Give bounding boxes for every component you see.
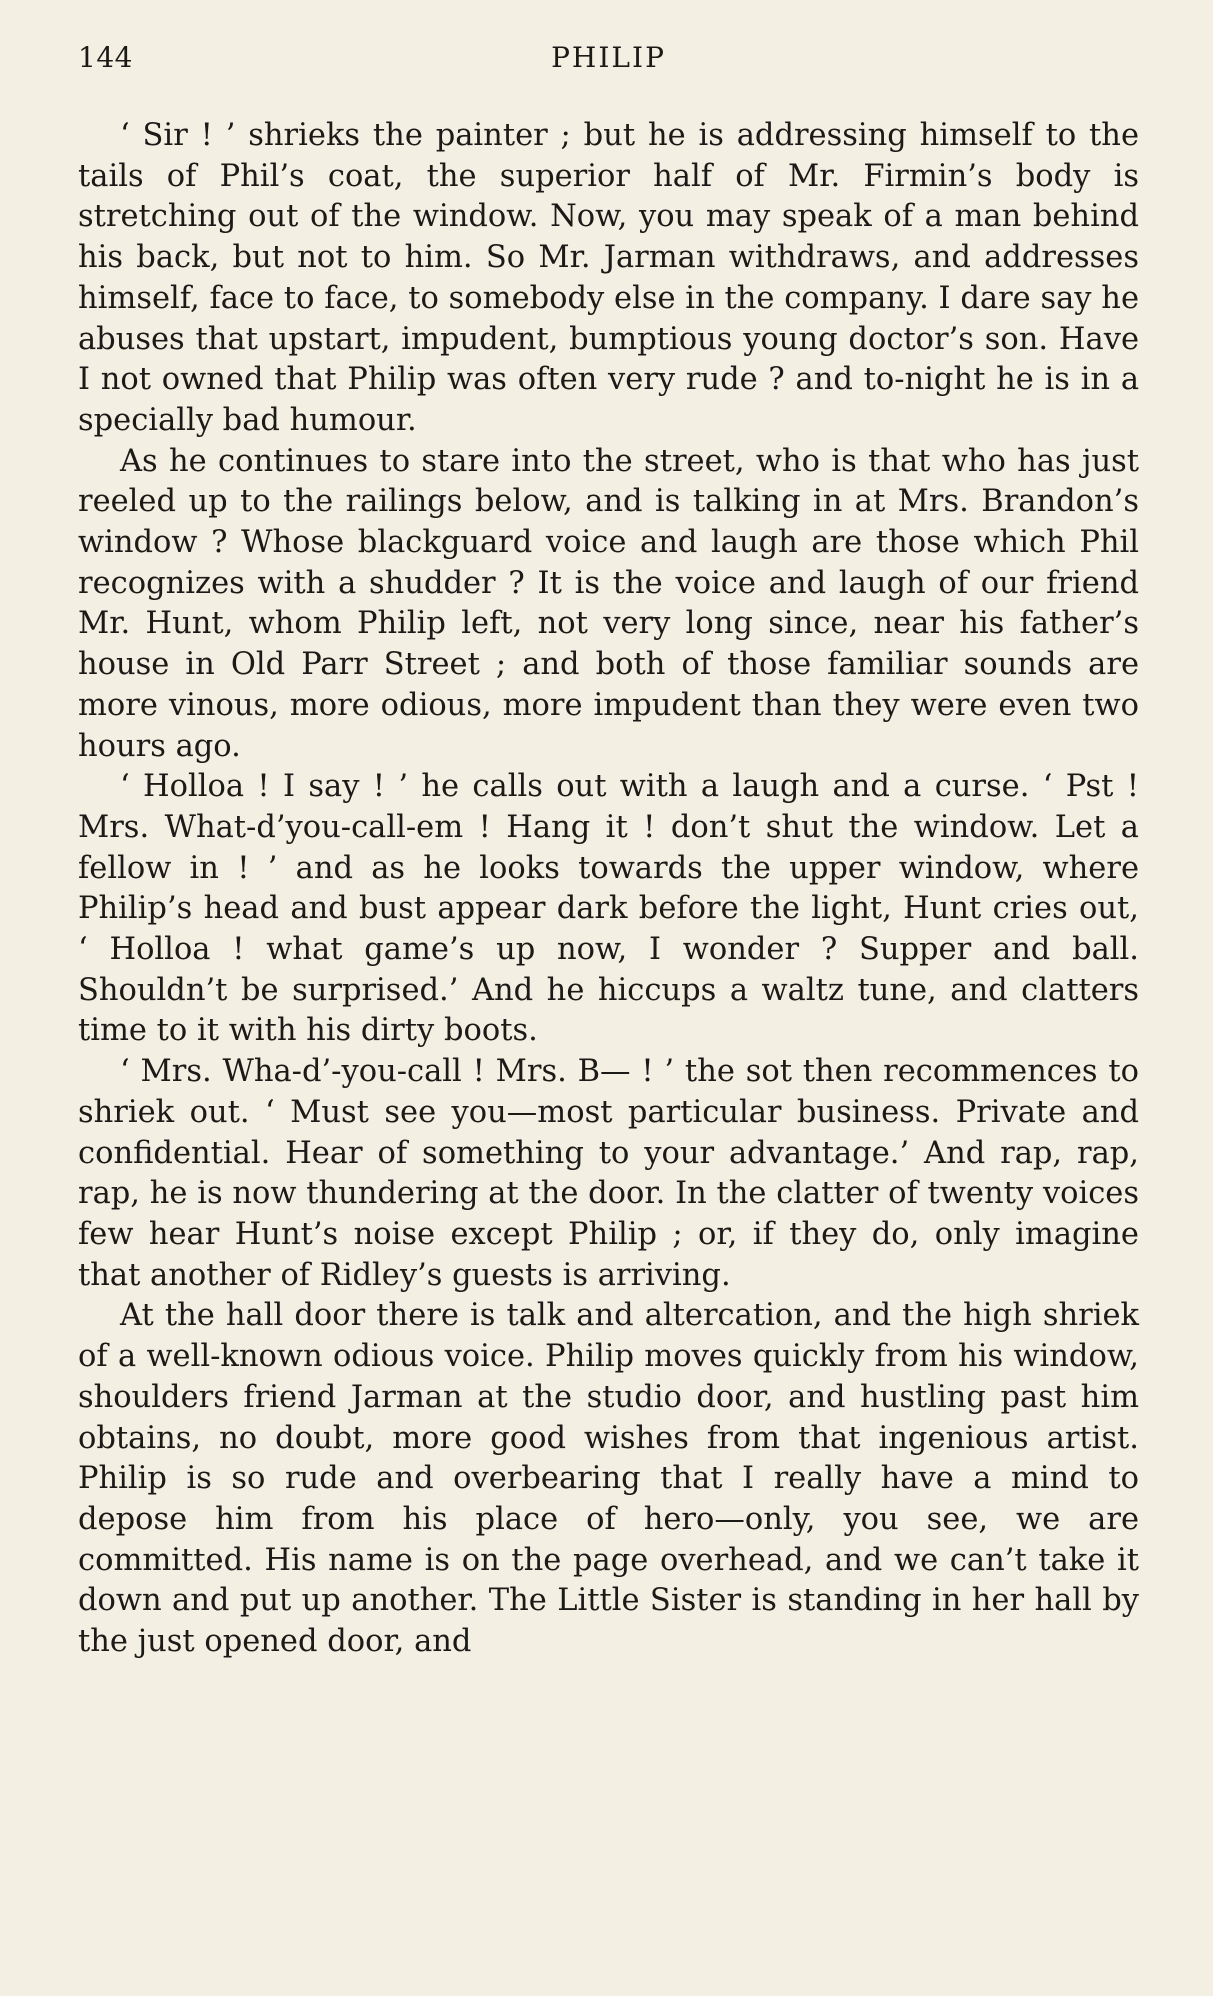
paragraph-3: ‘ Holloa ! I say ! ’ he calls out with a laugh and a curse. ‘ Pst ! Mrs. What-d’you-call-em ! Hang it ! don’t shut the window. Let a fellow in ! ’ and as he looks towards the upper window, where Philip’s head and bust appear dark before the light, Hunt cries out, ‘ Holloa ! what game’s up now, I wonder ? Supper and ball. Shouldn’t be surprised.’ And he hiccups a waltz tune, and clatters time to it with his dirty boots.: [78, 769, 1139, 1049]
paragraph-5: At the hall door there is talk and altercation, and the high shriek of a well-known odious voice. Philip moves quickly from his window, shoulders friend Jarman at the studio door, and hustling past him obtains, no doubt, more good wishes from that ingenious artist. Philip is so rude and overbearing that I really have a mind to depose him from his place of hero—only, you see, we are committed. His name is on the page overhead, and we can’t take it down and put up another. The Little Sister is standing in her hall by the just opened door, and: [78, 1298, 1139, 1660]
paragraph-2: As he continues to stare into the street, who is that who has just reeled up to the railings below, and is talking in at Mrs. Brandon’s window ? Whose blackguard voice and laugh are those which Phil recognizes with a shudder ? It is the voice and laugh of our friend Mr. Hunt, whom Philip left, not very long since, near his father’s house in Old Parr Street ; and both of those familiar sounds are more vinous, more odious, more impudent than they were even two hours ago.: [78, 443, 1139, 764]
page-number: 144: [78, 41, 133, 74]
running-title: PHILIP: [551, 41, 666, 74]
running-head: [78, 40, 1139, 80]
paragraph-1: ‘ Sir ! ’ shrieks the painter ; but he is addressing himself to the tails of Phil’s coat, the superior half of Mr. Firmin’s body is stretching out of the window. Now, you may speak of a man behind his back, but not to him. So Mr. Jarman withdraws, and addresses himself, face to face, to somebody else in the company. I dare say he abuses that upstart, impudent, bumptious young doctor’s son. Have I not owned that Philip was often very rude ? and to-night he is in a specially bad humour.: [78, 118, 1139, 438]
body-text: [78, 116, 1139, 1663]
paragraph-4: ‘ Mrs. Wha-d’-you-call ! Mrs. B— ! ’ the sot then recommences to shriek out. ‘ Must see you—most particular business. Private and confidential. Hear of something to your advantage.’ And rap, rap, rap, he is now thundering at the door. In the clatter of twenty voices few hear Hunt’s noise except Philip ; or, if they do, only imagine that another of Ridley’s guests is arriving.: [78, 1054, 1139, 1293]
